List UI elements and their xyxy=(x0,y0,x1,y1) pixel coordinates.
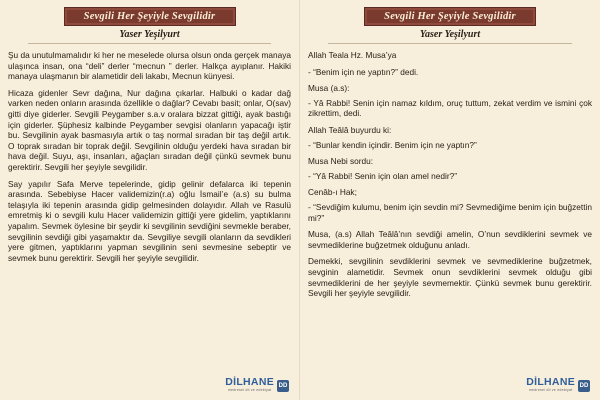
paragraph: Musa (a.s): xyxy=(308,83,350,94)
paragraph: Demekki, sevgilinin sevdiklerini sevmek ve sevmediklerine buğzetmek, sevginin alametidir. Sevmek onun sevdiklerini sevmek olduğu gibi sevmediklerini de her şeyiyle sevmemektir. Çünkü sevmek bunu gerektirir. Sevgili her şeyiyle sevgilidir. xyxy=(308,256,592,299)
article-title-banner: Sevgili Her Şeyiyle Sevgilidir xyxy=(364,7,536,26)
divider xyxy=(328,43,572,44)
divider xyxy=(28,43,271,44)
article-title-banner: Sevgili Her Şeyiyle Sevgilidir xyxy=(64,7,236,26)
author-name: Yaser Yeşilyurt xyxy=(419,29,481,40)
logo-mark-icon: DD xyxy=(277,380,289,392)
paragraph: - “Sevdiğim kulumu, benim için sevdin mi? Sevmediğime benim için buğzettin mi?” xyxy=(308,201,592,223)
right-page xyxy=(300,0,600,400)
logo-tagline: medresei dil ve edebiyat xyxy=(227,388,272,392)
paragraph: Musa Nebi sordu: xyxy=(308,156,374,167)
paragraph: Allah Teala Hz. Musa’ya xyxy=(308,50,397,60)
paragraph: Şu da unutulmamalıdır ki her ne meselede olursa olsun onda gerçek manaya ulaşınca insan, ona “deli” derler “mecnun ” derler. Halkça ayıplanır. Hakiki manaya ulaşmanın bir alametidir deli lakabı, Mecnun künyesi. xyxy=(8,50,291,82)
paragraph: - Yâ Rabbi! Senin için namaz kıldım, oruç tuttum, zekat verdim ve ismini çok zikrettim, dedi. xyxy=(308,97,592,119)
logo-name: DİLHANE xyxy=(225,376,274,388)
paragraph: Musa, (a.s) Allah Teâlâ’nın sevdiği amelin, O’nun sevdiklerini sevmek ve sevmediklerine buğzetmek olduğunu anladı. xyxy=(308,229,592,250)
author-name: Yaser Yeşilyurt xyxy=(119,29,180,40)
dilhane-logo xyxy=(526,377,590,392)
logo-mark-icon: DD xyxy=(578,380,590,392)
paragraph: - “Yâ Rabbi! Senin için olan amel nedir?” xyxy=(308,170,457,181)
logo-name: DİLHANE xyxy=(526,376,575,388)
paragraph: - “Benim için ne yaptın?” dedi. xyxy=(308,66,419,77)
logo-tagline: medresei dil ve edebiyat xyxy=(528,388,573,392)
paragraph: Hicaza gidenler Sevr dağına, Nur dağına çıkarlar. Halbuki o kadar dağ varken neden onların arasında özellikle o dağlar? Cevabı basit; onlar, O(sav) gitti diye giderler. Sevgili Peygamber s.a.v oralara bizzat gittiği, ayak bastığı için giderler. Şüphesiz kalbinde Peygamber sevgisi olanların yapacağı iştir bu. Sevgilinin ayak basmasıyla artık o taş normal sıradan bir taş değil artık. O toprak sıradan bir toprak değil. Sevgilinin olduğu yerdeki hava sıradan bir hava değil. Suyu, aşı, insanları, ağaçları sıradan değil çünkü sevmek bunu gerektirir. Sevgili her şeyiyle sevgilidir. xyxy=(8,87,291,172)
dilhane-logo xyxy=(225,377,289,392)
paragraph: Allah Teâlâ buyurdu ki: xyxy=(308,124,392,135)
paragraph: Say yapılır Safa Merve tepelerinde, gidip gelinir defalarca iki tepenin arasında. Sebebiyse Hacer validemizin(r.a) oğlu İsmail’e (a.s) su bulma telaşıyla iki tepenin arasında gidip gelmesinden dolayıdır. Allah ve Rasulü emretmiş ki o sevgili kulu Hacer validemizin gittiği yere gidelim, yaptıklarını yapalım. Sevmek öylesine bir şeydir ki sevgilinin sevdiğini sevmekle beraber, sevgilinin sevdiği gibi yaşamaktır da. Sevgiliye sevgili olanların da sevdikleri yere gitmen, yaptıklarını yapman sevgilinin seni sevmesine sebeptir ve sevmek bunu gerektirir. Sevgili her şeyiyle sevgilidir. xyxy=(8,178,291,263)
paragraph: - “Bunlar kendin içindir. Benim için ne yaptın?” xyxy=(308,139,477,150)
paragraph: Cenâb-ı Hak; xyxy=(308,187,357,198)
